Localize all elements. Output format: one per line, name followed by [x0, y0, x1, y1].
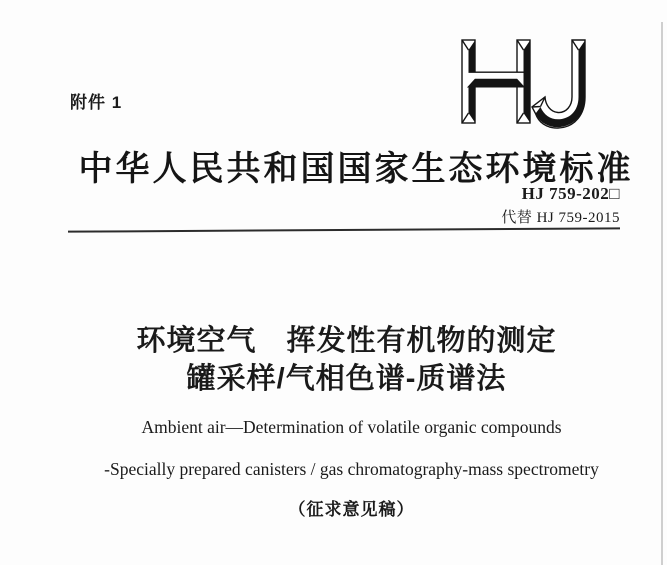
title-en-line1: Ambient air—Determination of volatile organic compounds	[141, 417, 562, 437]
title-en-line2: -Specially prepared canisters / gas chromatography-mass spectrometry	[104, 459, 599, 479]
scan-page-edge	[661, 22, 663, 565]
title-cn-line1: 环境空气 挥发性有机物的测定	[136, 325, 557, 357]
standard-org-title: 中华人民共和国国家生态环境标准	[78, 151, 634, 188]
attachment-label: 附件 1	[70, 93, 123, 112]
replaces-label: 代替 HJ 759-2015	[501, 210, 620, 226]
header-divider	[68, 227, 620, 232]
draft-status-note: （征求意见稿）	[288, 500, 415, 519]
hj-logo-icon	[450, 35, 595, 135]
standard-number: HJ 759-202□	[521, 184, 620, 203]
title-cn-line2: 罐采样/气相色谱-质谱法	[186, 363, 507, 395]
